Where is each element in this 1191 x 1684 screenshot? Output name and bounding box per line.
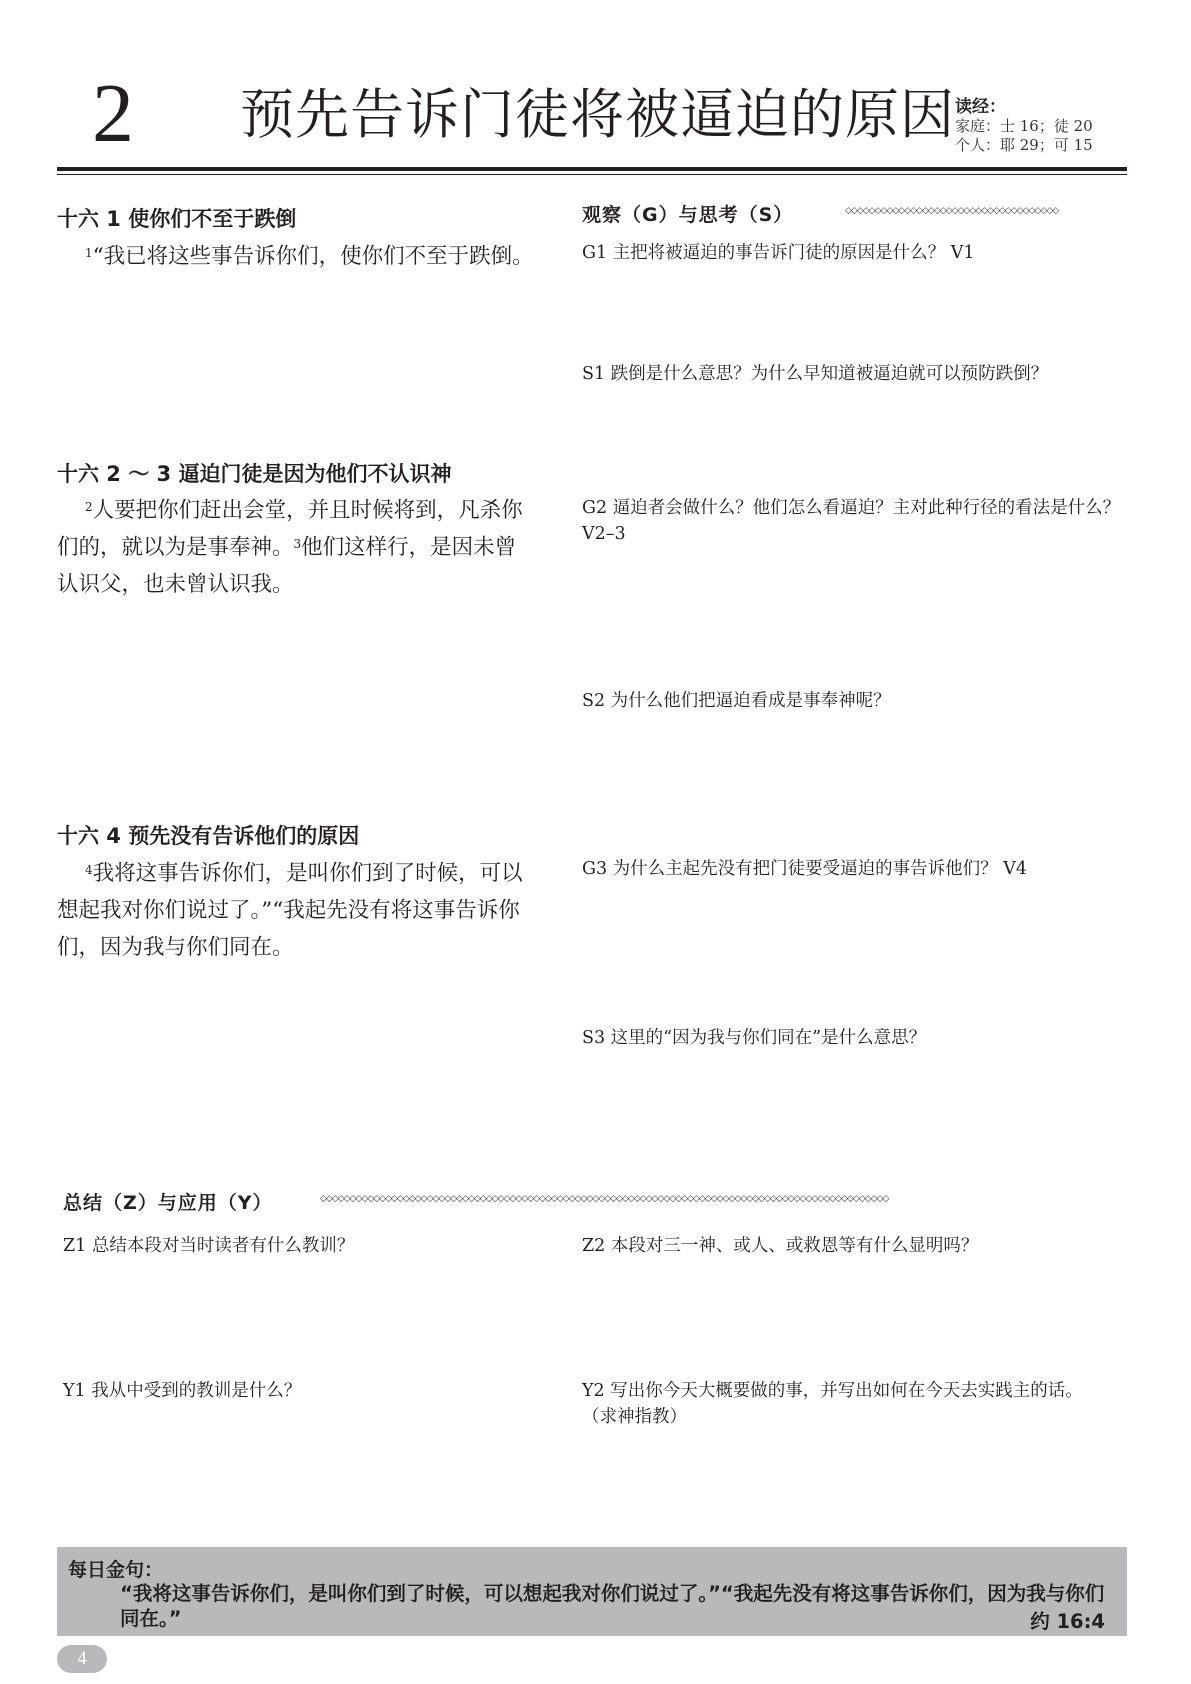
verse-number: 1 <box>85 246 93 260</box>
page-number: 4 <box>57 1645 107 1673</box>
question-z2: Z2 本段对三一神、或人、或救恩等有什么显明吗？ <box>582 1236 979 1256</box>
verse-text: “我已将这些事告诉你们，使你们不至于跌倒。 <box>92 244 534 269</box>
golden-verse-text: “我将这事告诉你们，是叫你们到了时候，可以想起我对你们说过了。”“我起先没有将这事告诉你们，因为我与你们同在。” <box>120 1582 1105 1630</box>
reading-label: 读经： <box>955 97 1006 117</box>
verse-text: 我将这事告诉你们，是叫你们到了时候，可以想起我对你们说过了。”“我起先没有将这事告诉你们，因为我与你们同在。 <box>57 861 523 960</box>
section-heading-1: 十六 1 使你们不至于跌倒 <box>57 207 297 231</box>
section-heading-2: 十六 2 ～ 3 逼迫门徒是因为他们不认识神 <box>57 462 452 486</box>
page-title: 预先告诉门徒将被逼迫的原因 <box>240 83 955 146</box>
question-g2: G2 逼迫者会做什么？他们怎么看逼迫？主对此种行径的看法是什么？ V2–3 <box>582 498 1121 544</box>
reading-assignment <box>955 98 1093 155</box>
question-y1: Y1 我从中受到的教训是什么？ <box>63 1381 302 1401</box>
verse-text: 他们这样行，是因未曾认识父，也未曾认识我。 <box>57 535 517 597</box>
summary-heading: 总结（Z）与应用（Y） <box>63 1192 273 1214</box>
scripture-passage-3 <box>57 855 537 966</box>
verse-number: 3 <box>293 537 302 551</box>
question-z1: Z1 总结本段对当时读者有什么教训？ <box>63 1236 355 1256</box>
question-s3: S3 这里的“因为我与你们同在”是什么意思？ <box>582 1028 927 1048</box>
scripture-passage-1 <box>57 238 537 275</box>
section-heading-3: 十六 4 预先没有告诉他们的原因 <box>57 824 360 848</box>
golden-verse-box <box>57 1547 1127 1636</box>
header-rule-thick <box>57 167 1127 171</box>
question-g3: G3 为什么主起先没有把门徒要受逼迫的事告诉他们？ V4 <box>582 859 1028 879</box>
verse-number: 2 <box>85 500 93 514</box>
diamond-rule: ◇◇◇◇◇◇◇◇◇◇◇◇◇◇◇◇◇◇◇◇◇◇◇◇◇◇◇◇◇◇◇◇◇◇◇◇ <box>845 206 1059 216</box>
lesson-number: 2 <box>92 67 134 160</box>
header-rule-thin <box>57 174 1127 175</box>
scripture-passage-2 <box>57 492 537 603</box>
verse-number: 4 <box>85 863 93 877</box>
question-g1: G1 主把将被逼迫的事告诉门徒的原因是什么？ V1 <box>582 243 975 263</box>
question-s1: S1 跌倒是什么意思？为什么早知道被逼迫就可以预防跌倒？ <box>582 364 1049 384</box>
diamond-rule: ◇◇◇◇◇◇◇◇◇◇◇◇◇◇◇◇◇◇◇◇◇◇◇◇◇◇◇◇◇◇◇◇◇◇◇◇◇◇◇◇◇◇◇◇◇◇◇◇◇◇◇◇◇◇◇◇◇◇◇◇◇◇◇◇◇◇◇◇◇◇◇◇◇◇◇◇◇◇◇◇◇◇◇◇◇◇◇◇◇◇◇◇◇◇◇◇ <box>320 1194 889 1204</box>
verse-text: 人要把你们赶出会堂，并且时候将到，凡杀你们的，就以为是事奉神。 <box>57 498 523 560</box>
reading-family: 家庭：士 16；徒 20 <box>955 117 1093 135</box>
golden-verse-reference: 约 16:4 <box>1030 1610 1105 1633</box>
observation-heading: 观察（G）与思考（S） <box>582 204 794 226</box>
question-s2: S2 为什么他们把逼迫看成是事奉神呢？ <box>582 691 891 711</box>
reading-personal: 个人：耶 29；可 15 <box>955 136 1093 154</box>
golden-verse-label: 每日金句： <box>68 1559 164 1581</box>
question-y2: Y2 写出你今天大概要做的事，并写出如何在今天去实践主的话。（求神指教） <box>582 1381 1083 1427</box>
